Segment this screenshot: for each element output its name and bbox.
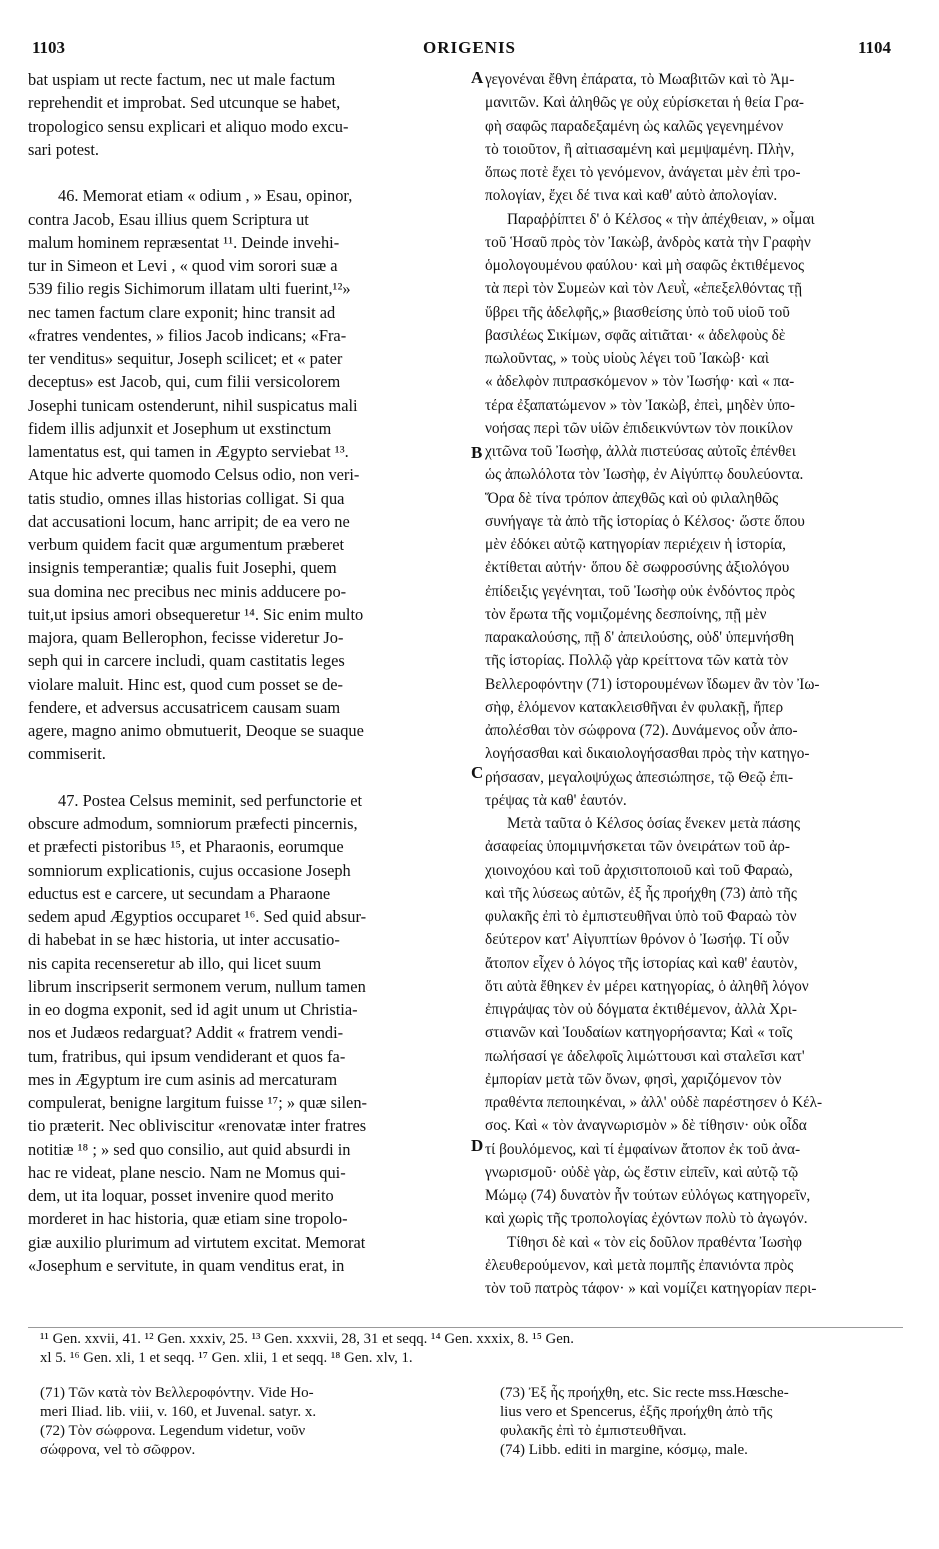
text-line: seph qui in carcere includi, quam castitatis leges [28, 651, 345, 671]
note-line: lius vero et Spencerus, ἐξῆς προήχθη ἀπὸ τῆς [500, 1404, 773, 1420]
greek-text-line: πωλήσασί γε ἀδελφοῖς λιμώττουσι καὶ σταλεῖσι κατ' [485, 1047, 805, 1065]
greek-text-line: νοήσας περὶ τῶν υἱῶν ἐπιδεικνύντων τὸν ποικίλον [485, 419, 793, 437]
text-line: «fratres vendentes, » filios Jacob indicans; «Fra- [28, 325, 347, 345]
left-page-number: 1103 [32, 38, 66, 57]
text-line: reprehendit et improbat. Sed utcunque se habet, [28, 93, 341, 113]
text-line: et præfecti pistoribus ¹⁵, et Pharaonis, eorumque [28, 837, 344, 857]
page-title: ORIGENIS [422, 38, 517, 57]
greek-text-line: ὅτι αὐτὰ ἔθηκεν ἐν μέρει κατηγορίας, ὁ ἀληθῆ λόγον [485, 977, 809, 995]
greek-text-line: ὅπως ποτὲ ἔχει τὸ γενόμενον, ἀνάγεται μὲν ἐπὶ τρο- [485, 164, 801, 181]
text-line: deceptus» est Jacob, qui, cum filii versicolorem [28, 372, 341, 392]
greek-text-line: φὴ σαφῶς παραδεξαμένη ὡς καλῶς γεγενημένον [485, 117, 784, 135]
text-line: commiserit. [28, 744, 106, 764]
greek-text-line: λογήσασθαι καὶ δικαιολογήσασθαι πρὸς τὴν κατηγο- [485, 745, 810, 763]
greek-text-line: ρήσασαν, μεγαλοψύχως ἀπεσιώπησε, τῷ Θεῷ ἐπι- [485, 768, 794, 786]
text-line: lamentatus est, qui tamen in Ægypto serviebat ¹³. [28, 442, 349, 461]
latin-paragraph-46 [28, 184, 468, 765]
text-line: mes in Ægyptum ire cum asinis ad mercaturam [28, 1069, 338, 1089]
greek-text-line: μὲν ἐδόκει αὐτῷ κατηγορίαν περιέχειν ἡ ἱστορία, [485, 536, 786, 553]
greek-text-line: ἀσαφείας ὑπομιμνήσκεται τῶν ὀνειράτων τοῦ ἀρ- [485, 838, 790, 856]
greek-text-line: παρακαλούσης, πῇ δ' ἀπειλούσης, οὐδ' ὑπεμνήσθη [485, 629, 795, 646]
text-line: ter venditus» sequitur, Joseph scilicet; et « pater [28, 349, 343, 368]
greek-text-line: ἐλευθερούμενον, καὶ μετὰ πομπῆς ἐπανιόντα πρὸς [485, 1256, 794, 1274]
text-line: dat accusationi locum, hanc arripit; de ea vero ne [28, 511, 350, 531]
greek-text-line: Τίθησι δὲ καὶ « τὸν εἰς δοῦλον πραθέντα Ἰωσὴφ [507, 1233, 802, 1251]
greek-text-line: τρέψας τὰ καθ' ἑαυτόν. [485, 791, 627, 809]
greek-text-line: ὡς ἀπωλόλοτα τὸν Ἰωσὴφ, ἐν Αἰγύπτῳ δουλεύοντα. [485, 466, 804, 484]
greek-text-line: ἐκτίθεται αὐτήν· ὅπου δὲ σωφροσύνης ἀξιολόγου [485, 559, 790, 577]
text-line: nis capita recenseretur ab illo, qui licet suum [28, 953, 322, 973]
margin-letter-a: A [471, 68, 484, 87]
text-line: verbum quidem facit quæ argumentum præberet [28, 535, 345, 554]
note-line: meri Iliad. lib. viii, v. 160, et Juvenal. satyr. x. [40, 1404, 317, 1420]
text-line: hac re videat, plane nescio. Nam ne Momus qui- [28, 1162, 346, 1182]
text-line: notitiæ ¹⁸ ; » sed quo consilio, aut quid absurdi in [28, 1139, 351, 1159]
footnote-line: xl 5. ¹⁶ Gen. xli, 1 et seqq. ¹⁷ Gen. xlii, 1 et seqq. ¹⁸ Gen. xlv, 1. [40, 1350, 413, 1366]
greek-text-line: μανιτῶν. Καὶ ἀληθῶς γε οὐχ εὑρίσκεται ἡ θεία Γρα- [485, 94, 804, 112]
greek-text-line: Μετὰ ταῦτα ὁ Κέλσος ὁσίας ἕνεκεν μετὰ πάσης [507, 815, 801, 832]
text-line: «Josephum e servitute, in quam venditus erat, in [28, 1255, 345, 1275]
text-line: tio præterit. Nec obliviscitur «renovatæ inter fratres [28, 1116, 367, 1136]
editor-notes-left [40, 1384, 470, 1460]
text-line: nos et Judæos redarguat? Addit « fratrem vendi- [28, 1023, 344, 1043]
greek-text-line: τὸ τοιοῦτον, ἢ αἰτιασαμένη καὶ μεμψαμένη. Πλὴν, [485, 140, 795, 158]
greek-text-line: χιτῶνα τοῦ Ἰωσὴφ, ἀλλὰ πιστεύσας αὐτοῖς ἐπένθει [485, 443, 796, 460]
text-line: Josephi tunicam ostenderunt, nihil suspicatus mali [28, 395, 358, 415]
note-line: (72) Τὸν σώφρονα. Legendum videtur, νοῦν [40, 1423, 306, 1439]
greek-text-line: Ὅρα δὲ τίνα τρόπον ἀπεχθῶς καὶ οὐ φιλαληθῶς [485, 489, 779, 507]
note-line: (74) Libb. editi in margine, κόσμῳ, male. [500, 1442, 748, 1458]
greek-text-line: σος. Καὶ « τὸν ἀναγνωρισμὸν » δὲ τίθησιν· οὐκ οἶδα [485, 1117, 807, 1135]
greek-text-line: πραθέντα πεποιηκέναι, » ἀλλ' οὐδὲ παρέστησεν ὁ Κέλ- [485, 1094, 823, 1111]
footnote-line: ¹¹ Gen. xxvii, 41. ¹² Gen. xxxiv, 25. ¹³ Gen. xxxvii, 28, 31 et seqq. ¹⁴ Gen. xxxix, 8. ¹⁵ Gen. [40, 1331, 574, 1347]
greek-text-line: χιοινοχόου καὶ τοῦ ἀρχισιτοποιοῦ καὶ τοῦ Φαραὼ, [485, 861, 793, 879]
text-line: nec tamen factum clare exponit; hinc transit ad [28, 302, 336, 322]
greek-text-line: ἐπιγράψας τὸν οὐ δόγματα ἐκτιθέμενον, ἀλλὰ Χρι- [485, 1001, 798, 1018]
text-line: sari potest. [28, 139, 100, 159]
greek-text-line: ἄτοπον εἶχεν ὁ λόγος τῆς ἱστορίας καὶ καθ' ἑαυτὸν, [485, 954, 798, 972]
footnote-divider [28, 1327, 903, 1328]
greek-text-line: πολογίαν, ἔχει δέ τινα καὶ καθ' αὑτὸ ἀπολογίαν. [485, 187, 778, 205]
greek-text-line: τῆς ἱστορίας. Πολλῷ γὰρ κρείττονα τῶν κατὰ τὸν [485, 652, 789, 670]
note-line: φυλακῆς ἐπὶ τὸ ἐμπιστευθῆναι. [500, 1423, 687, 1439]
greek-text-line: πωλοῦντας, » τοὺς υἱοὺς λέγει τοῦ Ἰακὼβ· καὶ [485, 350, 770, 367]
text-line: tuit,ut ipsius amori obsequeretur ¹⁴. Sic enim multo [28, 604, 364, 624]
greek-text-line: « ἀδελφὸν πιπρασκόμενον » τὸν Ἰωσήφ· καὶ « πα- [485, 373, 795, 391]
text-line: 47. Postea Celsus meminit, sed perfunctorie et [58, 790, 363, 810]
greek-text-line: ἐμπορίαν μετὰ τῶν ὄνων, φησὶ, χαριζόμενον τὸν [485, 1070, 782, 1088]
margin-letter-c: C [471, 763, 484, 782]
greek-text-line: Βελλεροφόντην (71) ἱστορουμένων ἴδωμεν ἂν τὸν Ἰω- [485, 675, 820, 693]
latin-column [28, 68, 468, 1277]
text-line: librum inscripserit sermonem verum, nullum tamen [28, 976, 366, 996]
greek-text-line: φυλακῆς ἐπὶ τὸ ἐμπιστευθῆναι ὑπὸ τοῦ Φαραὼ τὸν [485, 908, 797, 925]
text-line: tatis studio, omnes illas historias colligat. Si qua [28, 488, 345, 508]
text-line: eductus est e carcere, ut secundam a Pharaone [28, 883, 331, 903]
greek-text-line: βασιλέως Σικίμων, σφᾶς αἰτιᾶται· « ἀδελφοὺς δὲ [485, 326, 786, 344]
text-line: 539 filio regis Sichimorum illatam ulti fuerint,¹²» [28, 279, 351, 299]
greek-text-line: καὶ χωρὶς τῆς τροπολογίας ἐχόντων πολὺ τὸ ἀγωγόν. [485, 1210, 808, 1228]
margin-letter-b: B [471, 443, 483, 462]
greek-text-line: καὶ τῆς λύσεως αὐτῶν, ἐξ ἧς προήχθη (73) ἀπὸ τῆς [485, 884, 797, 902]
greek-text-line: τὸν τοῦ πατρὸς τάφον· » καὶ νομίζει κατηγορίαν περι- [485, 1280, 817, 1297]
greek-text-line: τὸν ἔρωτα τῆς νομιζομένης δεσποίνης, πῇ μὲν [485, 605, 767, 623]
greek-text-line: ὁμολογουμένου φαύλου· καὶ μὴ σαφῶς ἐκτιθέμενος [485, 257, 805, 274]
text-line: agere, magno animo obmutuerit, Deoque se suaque [28, 721, 364, 740]
text-line: sedem apud Ægyptios occuparet ¹⁶. Sed quid absur- [28, 907, 367, 926]
text-line: tur in Simeon et Levi , « quod vim sorori suæ a [28, 256, 338, 275]
latin-paragraph-intro [28, 68, 468, 161]
note-line: (73) Ἐξ ἧς προήχθη, etc. Sic recte mss.Hœsche- [500, 1385, 789, 1401]
text-line: somniorum explicationis, cujus occasione Joseph [28, 860, 351, 880]
note-line: (71) Τῶν κατὰ τὸν Βελλεροφόντην. Vide Ho- [40, 1385, 314, 1401]
greek-text-line: Παραῤῥίπτει δ' ὁ Κέλσος « τὴν ἀπέχθειαν, » οἶμαι [507, 210, 815, 228]
greek-text-line: γεγονέναι ἔθνη ἐπάρατα, τὸ Μωαβιτῶν καὶ τὸ Ἀμ- [485, 71, 795, 88]
text-line: insignis temperantiæ; qualis fuit Josephi, quem [28, 558, 337, 578]
greek-text-line: τί βουλόμενος, καὶ τί ἐμφαίνων ἄτοπον ἐκ τοῦ ἀνα- [485, 1140, 801, 1158]
editor-notes-right [500, 1384, 910, 1460]
greek-text-line: σὴφ, ἑλόμενον κατακλεισθῆναι ἐν φυλακῇ, ἤπερ [485, 698, 784, 716]
margin-letter-d: D [471, 1136, 484, 1155]
text-line: fidem illis adjunxit et Josephum ut exstinctum [28, 418, 332, 438]
latin-paragraph-47 [28, 789, 468, 1277]
greek-text-line: Μώμῳ (74) δυνατὸν ἦν τούτων εὐλόγως κατηγορεῖν, [485, 1187, 811, 1204]
text-line: di habebat in se hæc historia, ut inter accusatio- [28, 930, 340, 950]
right-page-number: 1104 [857, 38, 891, 57]
greek-text-line: τὰ περὶ τὸν Συμεὼν καὶ τὸν Λευῒ, «ἐπεξελθόντας τῇ [485, 280, 803, 298]
greek-text-line: γνωρισμοῦ· οὐδὲ γὰρ, ὡς ἔστιν εἰπεῖν, καὶ αὐτῷ τῷ [485, 1163, 799, 1181]
text-line: Atque hic adverte quomodo Celsus odio, non veri- [28, 465, 360, 485]
text-line: tum, fratribus, qui ipsum vendiderant et quos fa- [28, 1046, 346, 1066]
text-line: giæ auxilio plurimum ad virtutem excitat. Memorat [28, 1232, 366, 1252]
text-line: majora, quam Bellerophon, fecisse videretur Jo- [28, 628, 344, 647]
greek-text-line: τέρα ἐξαπατώμενον » τὸν Ἰακὼβ, ἐπεὶ, μηδὲν ὑπο- [485, 396, 795, 414]
note-line: σώφρονα, vel τὸ σῶφρον. [40, 1442, 196, 1458]
scripture-footnotes [40, 1330, 900, 1368]
greek-text-line: στιανῶν καὶ Ἰουδαίων κατηγορήσαντα; Καὶ « τοῖς [485, 1024, 793, 1042]
greek-text-line: τοῦ Ἡσαῦ πρὸς τὸν Ἰακὼβ, ἀνδρὸς κατὰ τὴν Γραφὴν [485, 233, 811, 251]
text-line: morderet in hac historia, quæ etiam sine tropolo- [28, 1209, 348, 1229]
text-line: violare maluit. Hinc est, quod cum posset se de- [28, 674, 343, 694]
text-line: in eo dogma exponit, sed id agit unum ut Christia- [28, 1000, 358, 1019]
text-line: compulerat, benigne largitum fuisse ¹⁷; » quæ silen- [28, 1093, 367, 1112]
text-line: fendere, et adversus accusatricem causam suam [28, 697, 341, 717]
page-header [0, 38, 939, 68]
greek-text-line: ἀπολέσθαι τὸν σώφρονα (72). Δυνάμενος οὖν ἀπο- [485, 722, 798, 739]
text-line: tropologico sensu explicari et aliquo modo excu- [28, 116, 349, 136]
greek-column [485, 68, 903, 1300]
greek-text-line: συνήγαγε τὰ ἀπὸ τῆς ἱστορίας ὁ Κέλσος· ὥστε ὅπου [485, 512, 805, 530]
text-line: contra Jacob, Esau illius quem Scriptura ut [28, 209, 309, 229]
text-line: dem, ut ita loquar, posset invenire quod merito [28, 1186, 334, 1205]
text-line: sua domina nec precibus nec minis adducere po- [28, 581, 347, 601]
greek-text-line: ὕβρει τῆς ἀδελφῆς,» βιασθείσης ὑπὸ τοῦ υἱοῦ τοῦ [485, 303, 790, 321]
text-line: 46. Memorat etiam « odium , » Esau, opinor, [58, 186, 353, 206]
text-line: bat uspiam ut recte factum, nec ut male factum [28, 70, 336, 89]
text-line: malum hominem repræsentat ¹¹. Deinde invehi- [28, 232, 340, 252]
greek-text-line: δεύτερον κατ' Αἰγυπτίων θρόνον ὁ Ἰωσήφ. Τί οὖν [485, 931, 790, 949]
greek-text-line: ἐπίδειξις γεγένηται, τοῦ Ἰωσὴφ οὐκ ἐνδόντος πρὸς [485, 582, 795, 600]
text-line: obscure admodum, somniorum præfecti pincernis, [28, 814, 358, 833]
